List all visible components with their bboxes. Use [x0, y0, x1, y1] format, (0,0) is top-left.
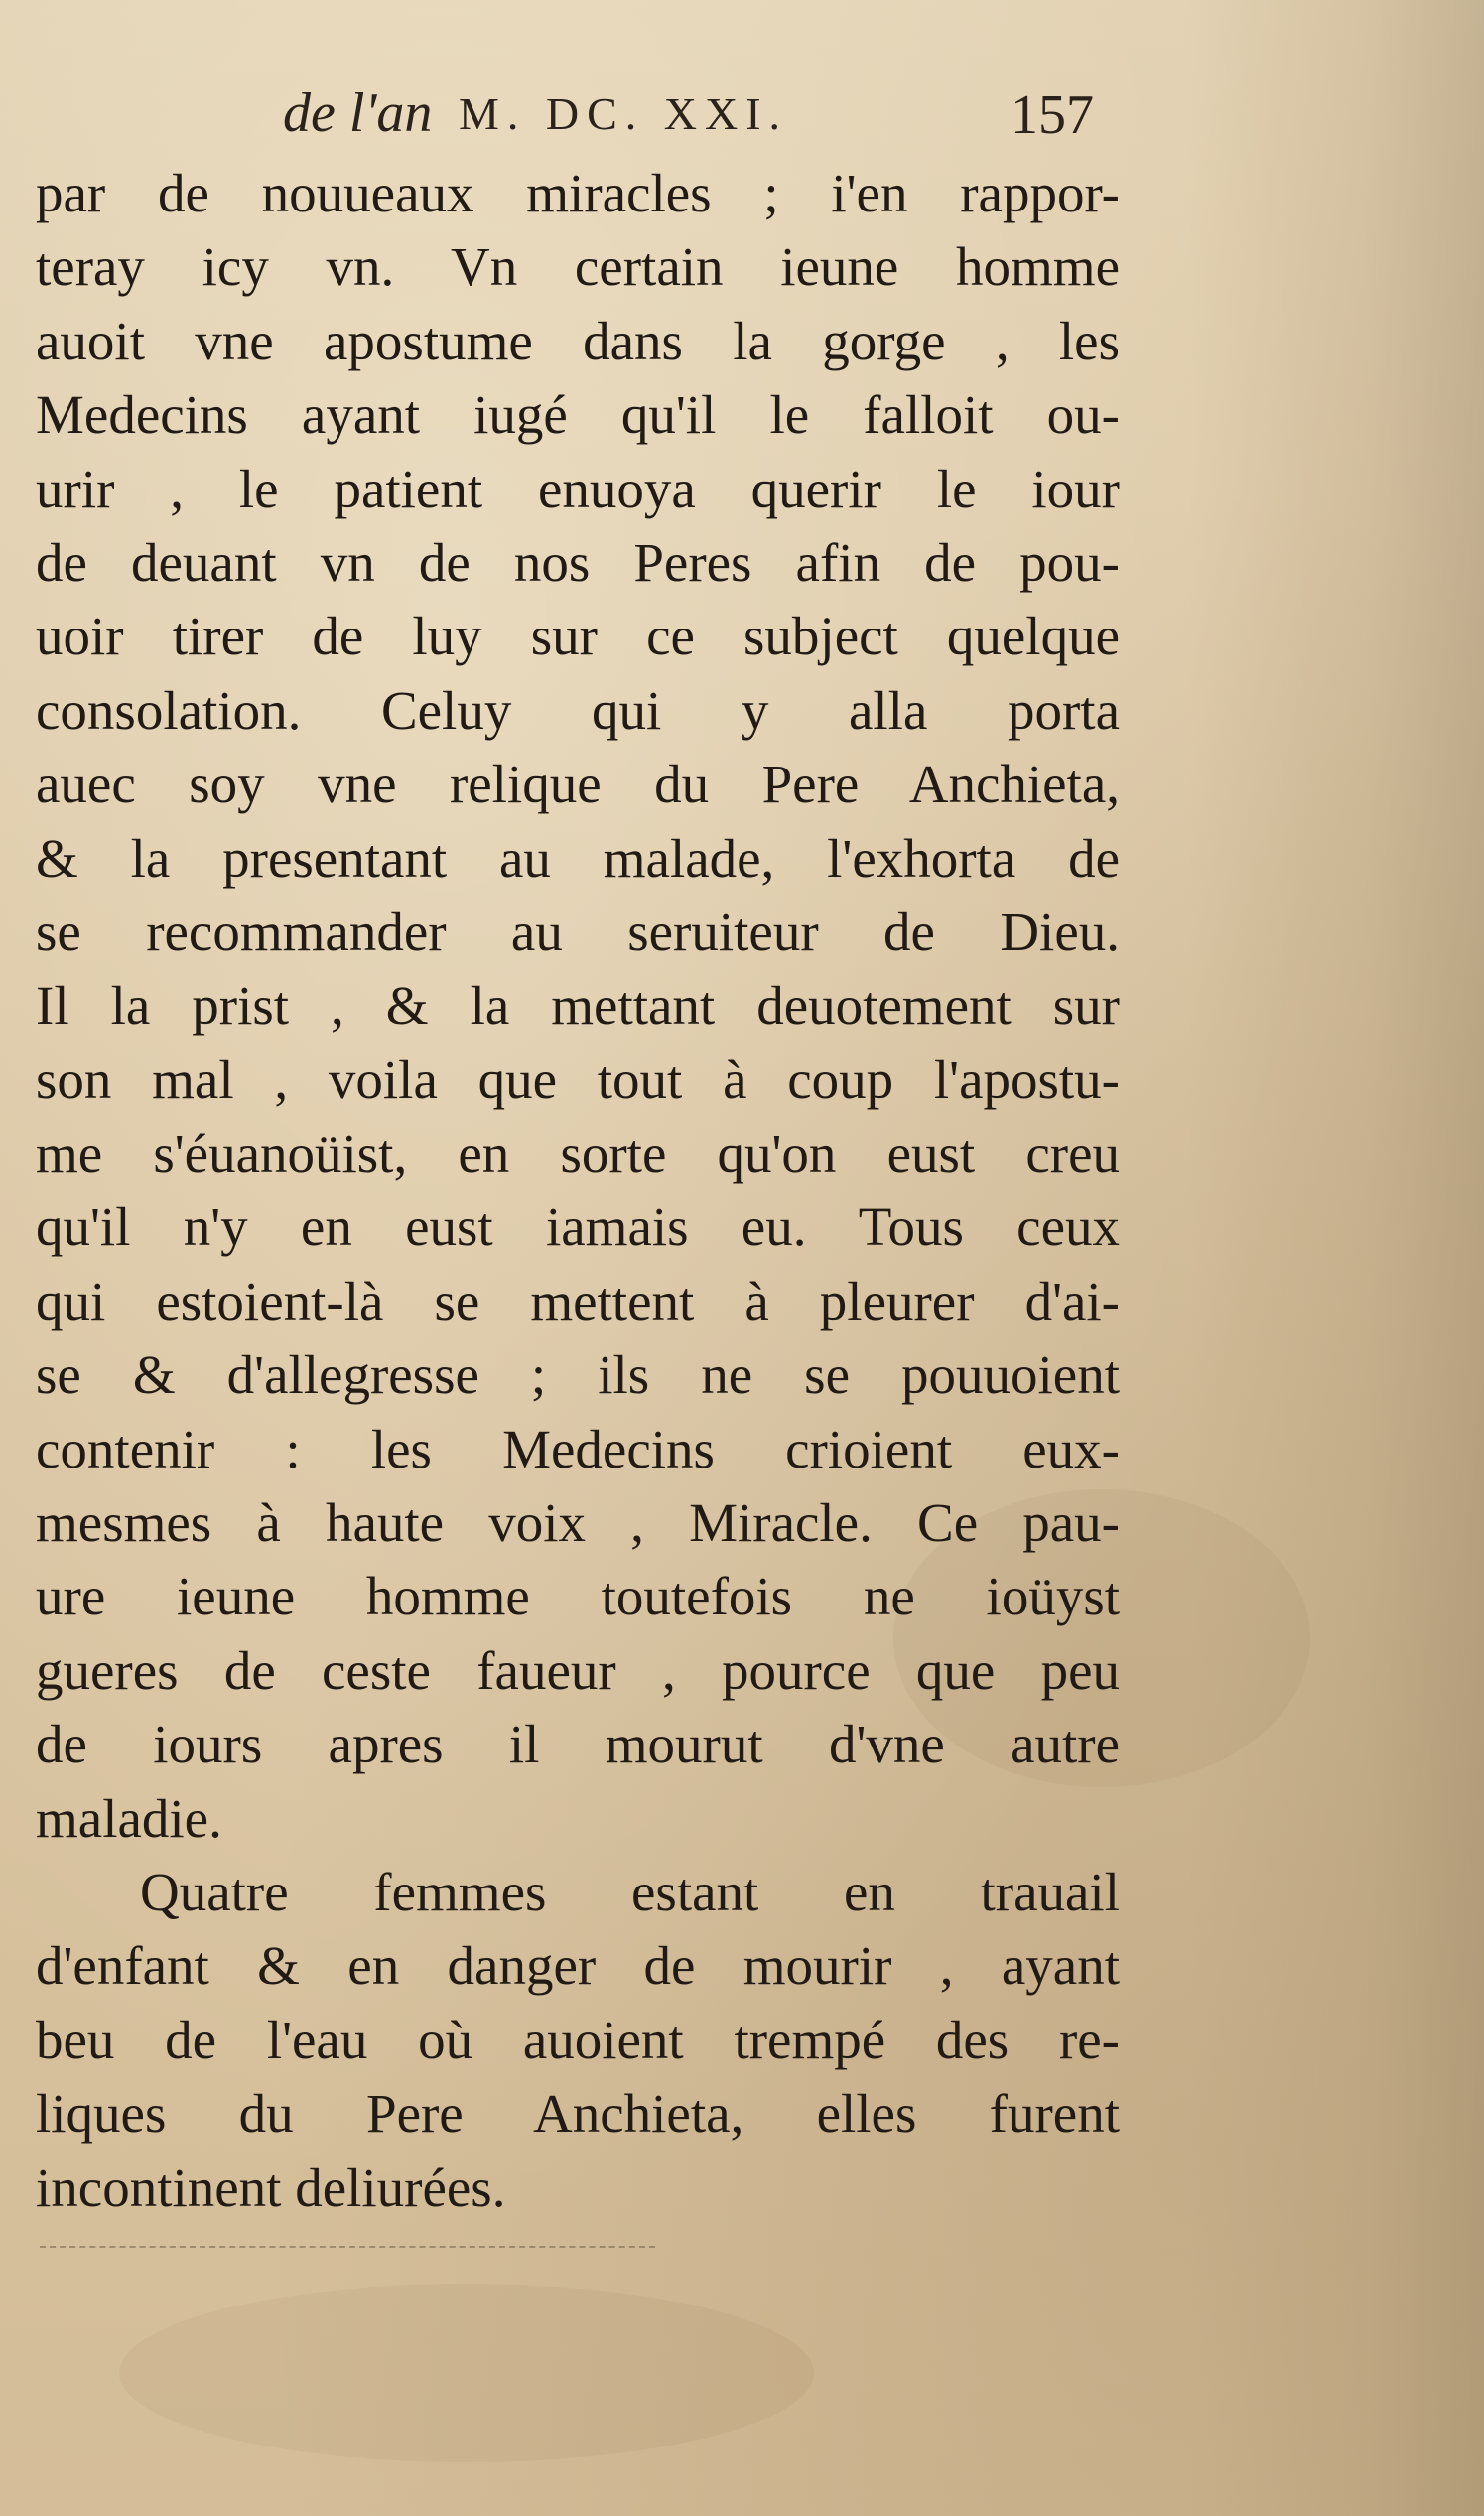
paragraph-2: [36, 1856, 1120, 2225]
running-head-year: M. DC. XXI.: [459, 88, 789, 139]
text-line: qui estoient-là se mettent à pleurer d'ai-: [36, 1270, 1120, 1331]
text-line: son mal , voila que tout à coup l'apostu-: [36, 1048, 1120, 1110]
running-head: [0, 81, 1484, 161]
text-line: se & d'allegresse ; ils ne se pouuoient: [36, 1344, 1120, 1406]
page-edge-shadow: [1186, 0, 1484, 2516]
text-line: uoir tirer de luy sur ce subject quelque: [36, 606, 1120, 667]
text-line: Il la prist , & la mettant deuotement sur: [36, 975, 1120, 1037]
text-line: teray icy vn. Vn certain ieune homme: [36, 236, 1120, 298]
paragraph-1: [36, 157, 1120, 1856]
text-line: liques du Pere Anchieta, elles furent: [36, 2083, 1120, 2145]
text-line: & la presentant au malade, l'exhorta de: [36, 827, 1120, 889]
text-line: consolation. Celuy qui y alla porta: [36, 679, 1120, 741]
paper-stain: [119, 2284, 814, 2462]
page-number: 157: [1011, 84, 1094, 146]
end-rule: [40, 2246, 655, 2248]
text-line: se recommander au seruiteur de Dieu.: [36, 901, 1120, 962]
text-line: mesmes à haute voix , Miracle. Ce pau-: [36, 1492, 1120, 1554]
text-line: auec soy vne relique du Pere Anchieta,: [36, 754, 1120, 815]
text-line: gueres de ceste faueur , pource que peu: [36, 1639, 1120, 1701]
running-head-italic: de l'an: [283, 82, 433, 144]
text-line: beu de l'eau où auoient trempé des re-: [36, 2009, 1120, 2070]
text-line: auoit vne apostume dans la gorge , les: [36, 310, 1120, 371]
text-line: ure ieune homme toutefois ne ioüyst: [36, 1566, 1120, 1627]
text-line: par de nouueaux miracles ; i'en rappor-: [36, 163, 1120, 223]
text-line: qu'il n'y en eust iamais eu. Tous ceux: [36, 1196, 1120, 1258]
text-line: incontinent deliurées.: [36, 2157, 506, 2218]
text-line: contenir : les Medecins crioient eux-: [36, 1418, 1120, 1479]
text-line: urir , le patient enuoya querir le iour: [36, 458, 1120, 519]
text-line: maladie.: [36, 1787, 222, 1849]
text-line: de deuant vn de nos Peres afin de pou-: [36, 531, 1120, 593]
text-line: de iours apres il mourut d'vne autre: [36, 1714, 1120, 1775]
body-text: [36, 157, 1120, 2225]
text-line: Quatre femmes estant en trauail: [140, 1861, 1120, 1922]
text-line: d'enfant & en danger de mourir , ayant: [36, 1935, 1120, 1997]
text-line: Medecins ayant iugé qu'il le falloit ou-: [36, 384, 1120, 446]
text-line: me s'éuanoüist, en sorte qu'on eust creu: [36, 1123, 1120, 1185]
